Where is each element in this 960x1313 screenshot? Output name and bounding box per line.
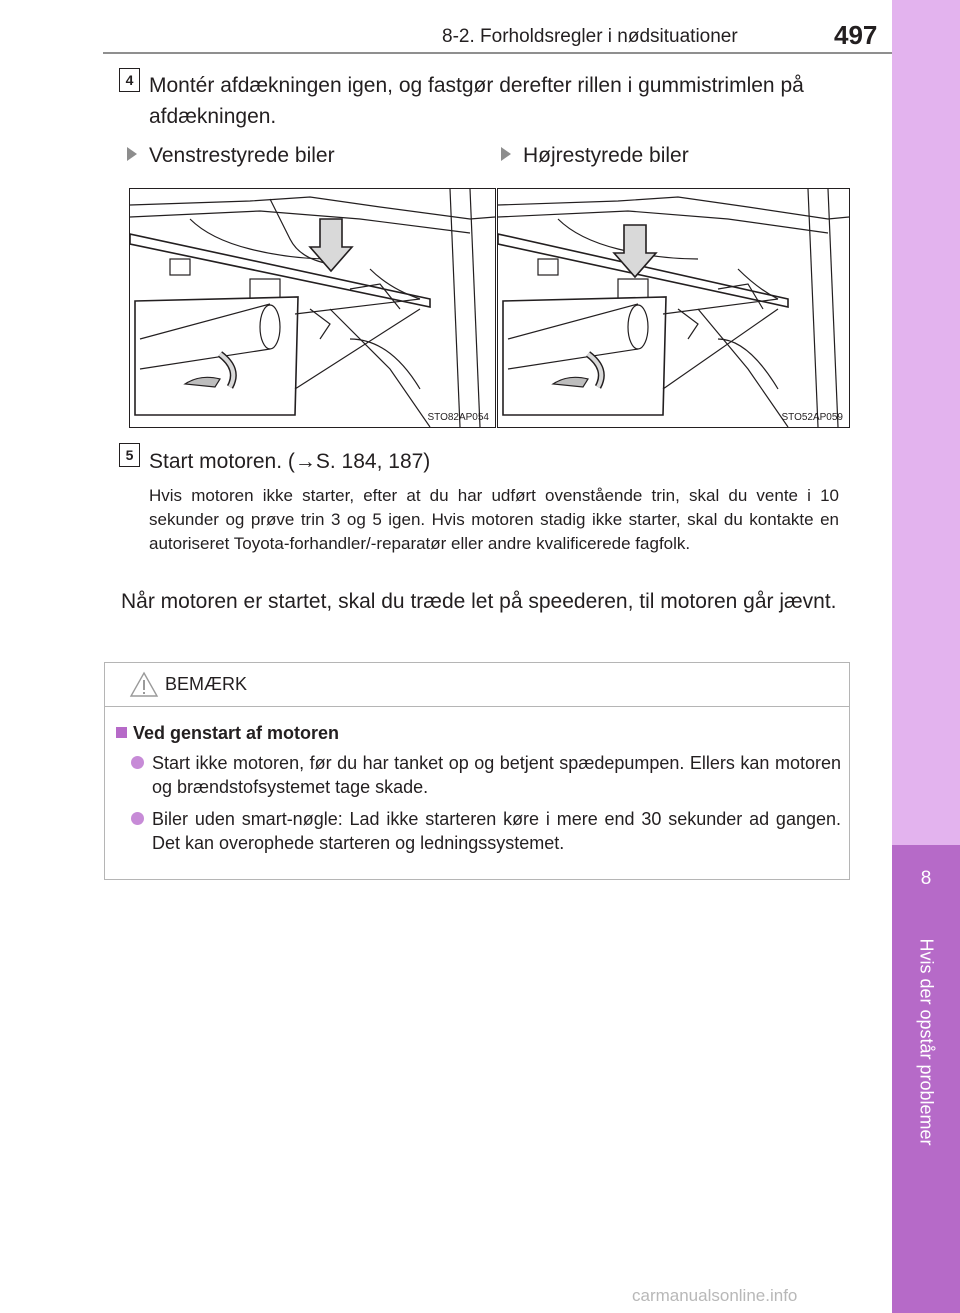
engine-bay-drawing (130, 189, 495, 427)
notice-bullet: Biler uden smart-nøgle: Lad ikke starteren køre i mere end 30 sekunder ad gangen. Det kan overophede starteren og ledningssystemet. (131, 807, 841, 855)
step-5-detail: Hvis motoren ikke starter, efter at du har udført ovenstående trin, skal du vente i 10 sekunder og prøve trin 3 og 5 igen. Hvis motoren stadig ikke starter, skal du kontakte en autoriseret Toyota-forhandler/-reparatør eller andre kvalificerede fagfolk. (149, 486, 839, 553)
side-tab (892, 0, 960, 845)
after-start-paragraph: Når motoren er startet, skal du træde let på speederen, til motoren går jævnt. (121, 590, 837, 613)
step-5-text: Start motoren. (→S. 184, 187) (149, 450, 431, 473)
header-section-title: 8-2. Forholdsregler i nødsituationer (442, 26, 738, 47)
notice-bullet: Start ikke motoren, før du har tanket op og betjent spædepumpen. Ellers kan motoren og brændstofsystemet tage skade. (131, 751, 841, 799)
notice-heading: Ved genstart af motoren (116, 723, 339, 744)
page-number: 497 (834, 20, 878, 50)
circle-bullet-icon (131, 756, 144, 769)
notice-divider (105, 706, 849, 707)
chapter-title: Hvis der opstår problemer (916, 938, 937, 1146)
engine-bay-drawing (498, 189, 849, 427)
warning-triangle-icon (129, 671, 159, 698)
notice-title: BEMÆRK (165, 674, 248, 694)
square-bullet-icon (116, 727, 127, 738)
triangle-right-icon (501, 147, 511, 161)
watermark: carmanualsonline.info (632, 1286, 798, 1305)
step-5-badge: 5 (119, 443, 140, 467)
circle-bullet-icon (131, 812, 144, 825)
chapter-number: 8 (920, 868, 932, 889)
notice-box (104, 662, 850, 880)
illustration-left (129, 188, 496, 428)
illustration-code: STO82AP054 (427, 412, 489, 423)
illustration-right (497, 188, 850, 428)
step-4-badge: 4 (119, 68, 140, 92)
illustration-code: STO52AP059 (781, 412, 843, 423)
left-illustration-label: Venstrestyrede biler (127, 144, 335, 168)
step-4-text: Montér afdækningen igen, og fastgør derefter rillen i gummistrimlen på afdækningen. (149, 74, 804, 128)
right-illustration-label: Højrestyrede biler (501, 144, 689, 168)
header-rule (103, 52, 892, 54)
triangle-right-icon (127, 147, 137, 161)
